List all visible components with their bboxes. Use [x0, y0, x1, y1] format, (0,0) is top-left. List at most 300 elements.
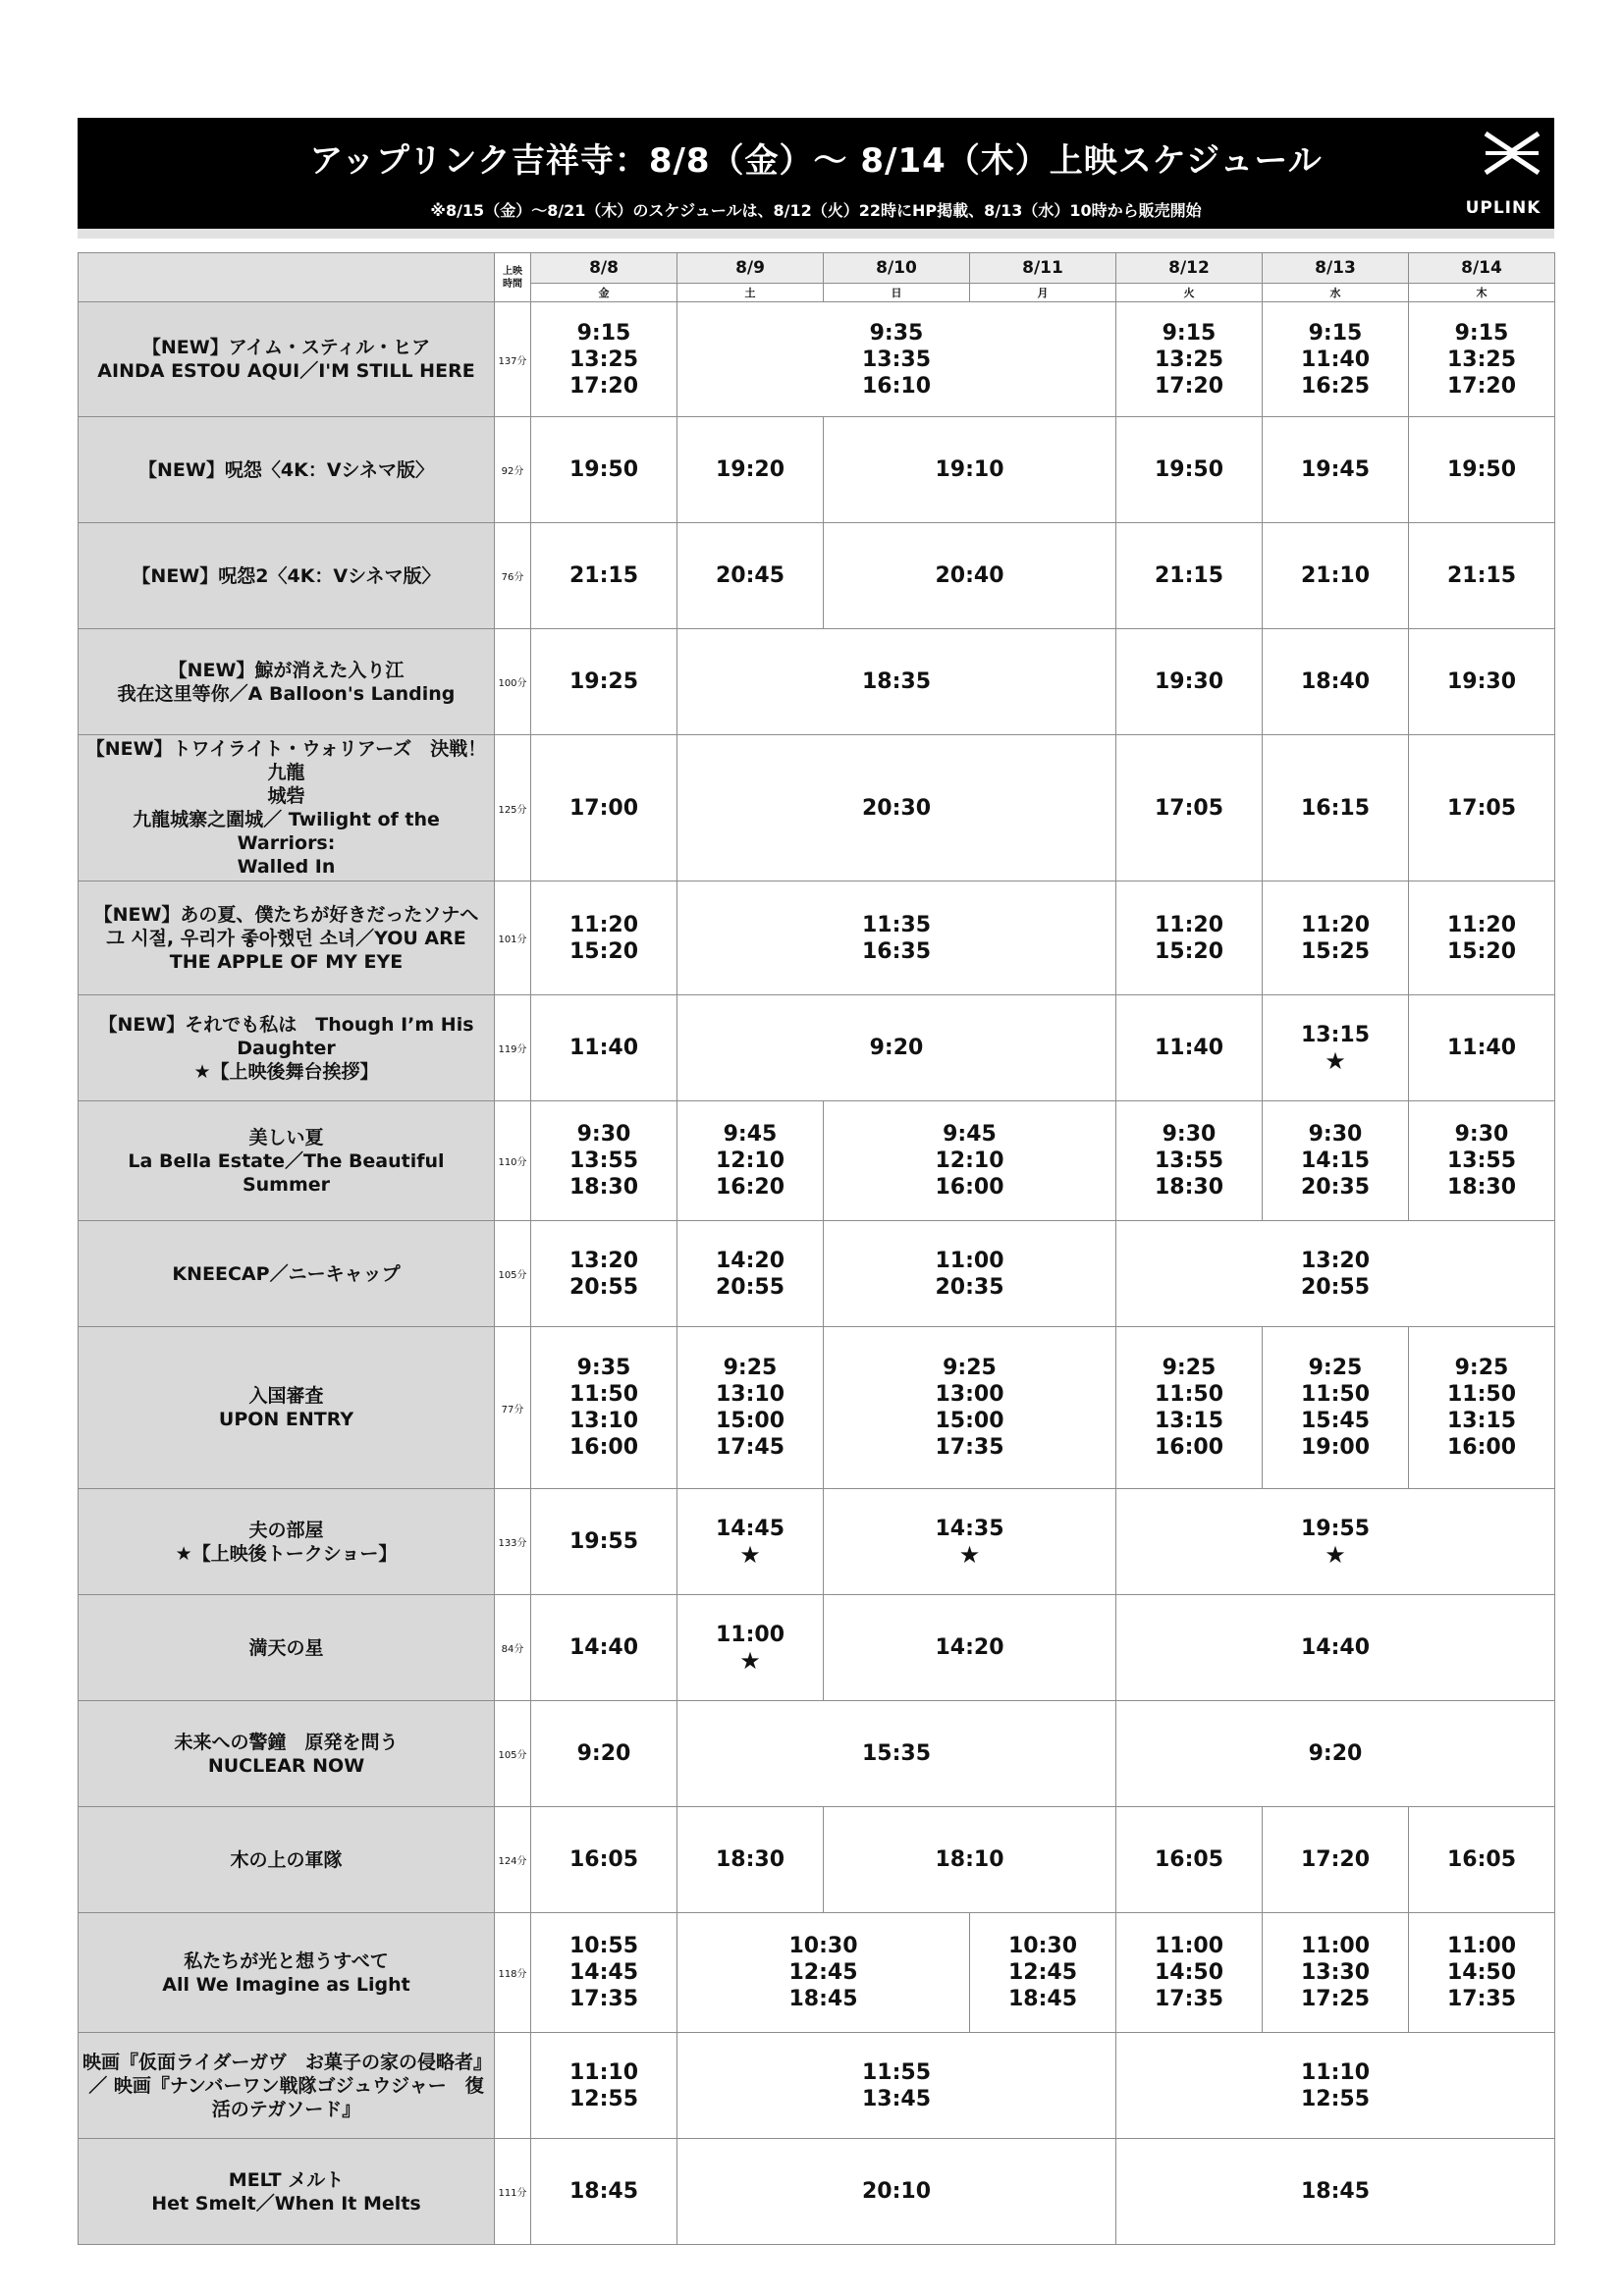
showtime: 13:55: [1446, 1148, 1517, 1173]
film-title: [79, 1913, 495, 2033]
showtime: 18:35: [861, 669, 932, 694]
film-title: [79, 1327, 495, 1489]
runtime-cell: 100分: [495, 629, 531, 735]
showtime-cell: [677, 417, 824, 523]
showtime: 13:15: [1300, 1023, 1371, 1047]
showtime-cell: [1263, 302, 1409, 417]
film-title-line: AINDA ESTOU AQUI／I'M STILL HERE: [97, 360, 475, 382]
schedule-body: [79, 302, 1555, 2245]
uplink-logo-text: UPLINK: [1465, 198, 1542, 218]
showtime-cell: [824, 1221, 1116, 1327]
showtime-cell: [1263, 1913, 1409, 2033]
event-star-icon: ★: [739, 1647, 761, 1675]
film-title-line: ★【上映後舞台挨拶】: [193, 1060, 379, 1083]
showtime: 19:50: [1446, 457, 1517, 482]
showtime: 11:40: [1446, 1036, 1517, 1060]
showtime-cell: [1409, 417, 1555, 523]
showtime: 9:25: [1308, 1356, 1363, 1380]
runtime-cell: 119分: [495, 995, 531, 1101]
film-title-line: ／ 映画『ナンバーワン戦隊ゴジュウジャー 復: [88, 2074, 484, 2097]
film-row: [79, 2139, 1555, 2245]
showtime: 18:45: [1300, 2179, 1371, 2204]
film-row: [79, 302, 1555, 417]
runtime-cell: 110分: [495, 1101, 531, 1221]
showtime-cell: [531, 1807, 677, 1913]
showtime: 17:35: [568, 1987, 639, 2011]
showtime-cell: [1409, 1327, 1555, 1489]
header-divider: [78, 229, 1554, 239]
showtime-cell: [1116, 629, 1263, 735]
film-title: [79, 417, 495, 523]
film-title-line: 【NEW】呪怨〈4K：Vシネマ版〉: [138, 458, 434, 481]
showtime: 9:30: [1308, 1122, 1363, 1147]
date-header: 8/10: [824, 253, 970, 284]
event-star-icon: ★: [958, 1541, 981, 1569]
showtime: 11:50: [1300, 1382, 1371, 1407]
showtime: 15:20: [1446, 938, 1517, 964]
film-title-line: UPON ENTRY: [218, 1409, 354, 1430]
showtime-cell: [1116, 417, 1263, 523]
film-title: [79, 1221, 495, 1327]
film-row: [79, 417, 1555, 523]
film-title-line: 九龍城寨之圍城／ Twilight of the Warriors:: [133, 809, 440, 854]
showtime: 9:15: [1308, 320, 1363, 346]
showtime: 11:50: [1154, 1382, 1224, 1407]
showtime: 9:30: [1162, 1122, 1217, 1147]
showtime: 18:30: [1154, 1175, 1224, 1200]
film-row: [79, 1101, 1555, 1221]
showtime: 20:35: [935, 1274, 1004, 1300]
showtime: 16:05: [1154, 1847, 1224, 1872]
showtime: 15:20: [1154, 938, 1224, 964]
showtime: 19:30: [1154, 669, 1224, 694]
showtime: 17:05: [1446, 795, 1517, 821]
film-title-line: 入国審査: [248, 1385, 324, 1407]
showtime: 10:55: [568, 1934, 639, 1958]
showtime-cell: [677, 1489, 824, 1595]
showtime: 14:15: [1300, 1148, 1371, 1173]
weekday-header: 月: [970, 284, 1116, 302]
film-title-line: MELT メルト: [228, 2168, 345, 2191]
weekday-header: 金: [531, 284, 677, 302]
film-row: [79, 1807, 1555, 1913]
showtime: 9:15: [1454, 320, 1509, 346]
showtime: 19:50: [568, 457, 639, 482]
showtime-cell: [531, 629, 677, 735]
weekday-header: 日: [824, 284, 970, 302]
showtime: 17:35: [935, 1435, 1004, 1460]
showtime-cell: [531, 2033, 677, 2139]
showtime: 12:55: [568, 2086, 639, 2111]
showtime: 11:00: [935, 1248, 1004, 1273]
showtime: 21:10: [1300, 563, 1371, 588]
showtime: 21:15: [568, 563, 639, 588]
showtime: 17:00: [568, 795, 639, 821]
showtime: 14:20: [715, 1248, 785, 1273]
showtime-cell: [677, 881, 1116, 995]
film-title-line: ★【上映後トークショー】: [175, 1542, 398, 1565]
film-title-line: NUCLEAR NOW: [207, 1754, 365, 1777]
showtime: 19:55: [568, 1529, 639, 1554]
film-row: [79, 1221, 1555, 1327]
showtime: 19:25: [568, 669, 639, 694]
showtime-cell: [531, 1913, 677, 2033]
showtime: 14:50: [1154, 1960, 1224, 1985]
showtime-cell: [677, 1595, 824, 1701]
showtime-cell: [677, 1807, 824, 1913]
showtime-cell: [531, 735, 677, 881]
film-title-line: 我在这里等你／A Balloon's Landing: [117, 682, 456, 705]
film-title: [79, 1807, 495, 1913]
showtime-cell: [677, 2139, 1116, 2245]
showtime: 12:55: [1300, 2086, 1371, 2111]
showtime: 16:00: [1446, 1435, 1517, 1460]
runtime-cell: 84分: [495, 1595, 531, 1701]
showtime-cell: [531, 417, 677, 523]
film-row: [79, 1489, 1555, 1595]
schedule-header: [78, 118, 1554, 229]
showtime: 11:10: [1300, 2059, 1371, 2085]
table-corner: [79, 253, 495, 302]
film-row: [79, 523, 1555, 629]
showtime: 20:45: [715, 563, 785, 588]
showtime: 16:10: [861, 373, 932, 399]
showtime-cell: [1409, 995, 1555, 1101]
showtime-cell: [1116, 1701, 1555, 1807]
showtime: 9:35: [869, 320, 924, 346]
film-title-line: 【NEW】鯨が消えた入り江: [168, 659, 405, 681]
showtime: 9:25: [1162, 1356, 1217, 1380]
film-title-line: THE APPLE OF MY EYE: [169, 950, 404, 973]
showtime-cell: [1409, 302, 1555, 417]
film-row: [79, 735, 1555, 881]
showtime: 18:45: [1007, 1987, 1078, 2011]
runtime-cell: 118分: [495, 1913, 531, 2033]
showtime-cell: [1116, 523, 1263, 629]
showtime: 11:00: [715, 1623, 785, 1647]
showtime-cell: [531, 1701, 677, 1807]
film-title-line: All We Imagine as Light: [162, 1973, 410, 1996]
showtime-cell: [531, 523, 677, 629]
showtime: 15:00: [715, 1409, 785, 1433]
showtime-cell: [677, 1913, 970, 2033]
showtime: 20:40: [935, 563, 1004, 588]
showtime: 13:20: [568, 1248, 639, 1273]
showtime: 14:20: [935, 1635, 1004, 1660]
showtime: 19:20: [715, 457, 785, 482]
showtime-cell: [1116, 2033, 1555, 2139]
film-row: [79, 1701, 1555, 1807]
showtime: 16:05: [568, 1847, 639, 1872]
showtime-cell: [1409, 629, 1555, 735]
runtime-cell: 124分: [495, 1807, 531, 1913]
showtime: 11:20: [1300, 912, 1371, 937]
showtime: 18:45: [568, 2179, 639, 2204]
showtime-cell: [677, 1701, 1116, 1807]
runtime-cell: 137分: [495, 302, 531, 417]
event-star-icon: ★: [1325, 1541, 1346, 1569]
showtime: 13:25: [1446, 347, 1517, 372]
showtime: 18:40: [1300, 669, 1371, 694]
uplink-logo-icon: [1482, 130, 1542, 177]
showtime: 20:30: [861, 795, 932, 821]
event-star-icon: ★: [1325, 1047, 1346, 1075]
showtime-cell: [1116, 1489, 1555, 1595]
showtime-cell: [677, 1221, 824, 1327]
showtime: 18:30: [715, 1847, 785, 1872]
weekday-header: 水: [1263, 284, 1409, 302]
showtime-cell: [1409, 1807, 1555, 1913]
film-title-line: 美しい夏: [248, 1126, 324, 1148]
showtime-cell: [824, 1807, 1116, 1913]
runtime-cell: 133分: [495, 1489, 531, 1595]
showtime-cell: [677, 629, 1116, 735]
showtime: 11:40: [568, 1036, 639, 1060]
showtime: 9:35: [576, 1356, 631, 1380]
showtime-cell: [1263, 1101, 1409, 1221]
film-title-line: 【NEW】それでも私は Though I’m His: [98, 1013, 474, 1036]
showtime-cell: [1116, 1595, 1555, 1701]
film-title: [79, 1101, 495, 1221]
showtime: 10:30: [1007, 1934, 1078, 1958]
runtime-cell: 105分: [495, 1221, 531, 1327]
film-title: [79, 2033, 495, 2139]
runtime-column-header: 上映 時間: [495, 253, 531, 302]
film-title-line: 【NEW】トワイライト・ウォリアーズ 決戦！九龍: [85, 738, 487, 783]
weekday-header: 木: [1409, 284, 1555, 302]
showtime: 13:35: [861, 347, 932, 372]
showtime-cell: [677, 2033, 1116, 2139]
showtime: 15:00: [935, 1409, 1004, 1433]
event-star-icon: ★: [739, 1541, 761, 1569]
showtime: 9:15: [576, 320, 631, 346]
showtime-cell: [1116, 2139, 1555, 2245]
showtime-cell: [1263, 1327, 1409, 1489]
film-row: [79, 1595, 1555, 1701]
showtime: 12:45: [1007, 1960, 1078, 1985]
film-row: [79, 2033, 1555, 2139]
showtime: 11:40: [1300, 347, 1371, 372]
showtime: 14:45: [568, 1960, 639, 1985]
showtime: 15:35: [861, 1741, 932, 1766]
showtime: 19:55: [1300, 1517, 1371, 1541]
showtime-cell: [824, 1595, 1116, 1701]
film-title: [79, 881, 495, 995]
showtime-cell: [531, 2139, 677, 2245]
showtime: 15:45: [1300, 1409, 1371, 1433]
showtime: 17:25: [1300, 1987, 1371, 2011]
showtime: 13:10: [715, 1382, 785, 1407]
runtime-cell: [495, 2033, 531, 2139]
showtime-cell: [1116, 881, 1263, 995]
showtime: 10:30: [788, 1934, 858, 1958]
showtime: 11:40: [1154, 1036, 1224, 1060]
showtime: 20:10: [861, 2179, 932, 2204]
film-title-line: KNEECAP／ニーキャップ: [172, 1262, 401, 1285]
showtime: 21:15: [1154, 563, 1224, 588]
showtime-cell: [1263, 417, 1409, 523]
showtime: 11:50: [1446, 1382, 1517, 1407]
showtime-cell: [531, 1221, 677, 1327]
showtime: 13:15: [1446, 1409, 1517, 1433]
film-row: [79, 881, 1555, 995]
showtime-cell: [1409, 1101, 1555, 1221]
film-title-line: 【NEW】アイム・スティル・ヒア: [141, 337, 431, 358]
showtime-cell: [531, 1489, 677, 1595]
showtime-cell: [824, 523, 1116, 629]
film-title: [79, 1595, 495, 1701]
showtime: 11:50: [568, 1382, 639, 1407]
showtime: 18:45: [788, 1987, 858, 2011]
showtime: 11:20: [1446, 912, 1517, 937]
showtime: 13:55: [1154, 1148, 1224, 1173]
date-header-row: [79, 253, 1555, 284]
showtime: 16:35: [861, 938, 932, 964]
showtime-cell: [1409, 735, 1555, 881]
showtime: 12:10: [935, 1148, 1004, 1173]
runtime-cell: 101分: [495, 881, 531, 995]
showtime: 9:25: [943, 1356, 997, 1380]
film-title: [79, 1701, 495, 1807]
showtime-cell: [677, 523, 824, 629]
showtime: 15:25: [1300, 938, 1371, 964]
film-title-line: 木の上の軍隊: [230, 1848, 343, 1871]
showtime-cell: [1409, 881, 1555, 995]
showtime: 16:25: [1300, 373, 1371, 399]
showtime: 14:40: [1300, 1635, 1371, 1660]
runtime-cell: 111分: [495, 2139, 531, 2245]
showtime-cell: [1263, 629, 1409, 735]
showtime: 9:25: [723, 1356, 778, 1380]
film-title-line: 【NEW】呪怨2〈4K：Vシネマ版〉: [132, 564, 441, 587]
showtime-cell: [677, 1101, 824, 1221]
showtime: 13:30: [1300, 1960, 1371, 1985]
showtime: 14:45: [715, 1517, 785, 1541]
page-title: アップリンク吉祥寺：8/8（金）～ 8/14（木）上映スケジュール: [309, 141, 1323, 181]
showtime: 9:30: [1454, 1122, 1509, 1147]
film-title: [79, 735, 495, 881]
film-title-line: 未来への警鐘 原発を問う: [174, 1731, 399, 1753]
runtime-cell: 76分: [495, 523, 531, 629]
film-title: [79, 995, 495, 1101]
film-row: [79, 1327, 1555, 1489]
showtime: 17:35: [1154, 1987, 1224, 2011]
film-row: [79, 629, 1555, 735]
date-header: 8/11: [970, 253, 1116, 284]
showtime: 13:20: [1300, 1248, 1371, 1273]
showtime-cell: [531, 302, 677, 417]
showtime-cell: [1263, 735, 1409, 881]
showtime-cell: [677, 302, 1116, 417]
showtime-cell: [1409, 523, 1555, 629]
showtime: 9:20: [1308, 1741, 1363, 1766]
showtime-cell: [970, 1913, 1116, 2033]
showtime: 9:25: [1454, 1356, 1509, 1380]
showtime: 12:45: [788, 1960, 858, 1985]
film-title: [79, 302, 495, 417]
showtime-cell: [1116, 735, 1263, 881]
showtime: 16:05: [1446, 1847, 1517, 1872]
showtime-cell: [824, 417, 1116, 523]
showtime: 9:20: [576, 1741, 631, 1766]
film-title-line: 映画『仮面ライダーガヴ お菓子の家の侵略者』: [82, 2051, 493, 2073]
runtime-cell: 105分: [495, 1701, 531, 1807]
film-title-line: 城砦: [267, 785, 305, 807]
showtime: 13:45: [861, 2086, 932, 2111]
runtime-cell: 77分: [495, 1327, 531, 1489]
film-title: [79, 629, 495, 735]
showtime-cell: [1263, 881, 1409, 995]
showtime-cell: [531, 995, 677, 1101]
showtime-cell: [1263, 523, 1409, 629]
showtime: 19:00: [1300, 1435, 1371, 1460]
showtime: 11:20: [1154, 912, 1224, 937]
showtime-cell: [824, 1327, 1116, 1489]
film-title-line: 그 시절, 우리가 좋아했던 소녀／YOU ARE: [106, 927, 466, 949]
showtime: 20:35: [1300, 1175, 1371, 1200]
showtime: 11:55: [861, 2059, 932, 2085]
showtime: 11:10: [568, 2059, 639, 2085]
date-header: 8/13: [1263, 253, 1409, 284]
film-title: [79, 523, 495, 629]
showtime: 9:20: [869, 1036, 924, 1060]
showtime: 20:55: [568, 1274, 639, 1300]
showtime-cell: [1116, 995, 1263, 1101]
film-title-line: Daughter: [237, 1037, 336, 1059]
showtime: 12:10: [715, 1148, 785, 1173]
showtime: 14:40: [568, 1635, 639, 1660]
showtime: 14:50: [1446, 1960, 1517, 1985]
showtime-cell: [1116, 1221, 1555, 1327]
showtime-cell: [1263, 1807, 1409, 1913]
showtime: 21:15: [1446, 563, 1517, 588]
showtime: 19:45: [1300, 457, 1371, 482]
showtime-cell: [531, 1327, 677, 1489]
film-title-line: 活のテガソード』: [211, 2098, 361, 2120]
showtime: 19:30: [1446, 669, 1517, 694]
showtime: 17:20: [1446, 373, 1517, 399]
showtime: 20:55: [715, 1274, 785, 1300]
showtime: 13:55: [568, 1148, 639, 1173]
showtime: 13:25: [568, 347, 639, 372]
showtime: 11:00: [1300, 1934, 1371, 1958]
film-title-line: 夫の部屋: [248, 1519, 324, 1541]
showtime-cell: [824, 1101, 1116, 1221]
film-title: [79, 2139, 495, 2245]
showtime-cell: [1116, 302, 1263, 417]
showtime: 16:00: [935, 1175, 1004, 1200]
showtime: 19:50: [1154, 457, 1224, 482]
showtime: 16:00: [568, 1435, 639, 1460]
showtime-cell: [677, 995, 1116, 1101]
showtime-cell: [531, 1595, 677, 1701]
showtime: 13:10: [568, 1409, 639, 1433]
showtime: 11:00: [1446, 1934, 1517, 1958]
showtime: 9:45: [723, 1122, 778, 1147]
showtime-cell: [1116, 1101, 1263, 1221]
date-header: 8/12: [1116, 253, 1263, 284]
showtime: 13:00: [935, 1382, 1004, 1407]
showtime: 17:20: [568, 373, 639, 399]
film-title-line: Walled In: [237, 856, 336, 878]
date-header: 8/14: [1409, 253, 1555, 284]
showtime: 17:20: [1300, 1847, 1371, 1872]
showtime: 16:00: [1154, 1435, 1224, 1460]
showtime-cell: [531, 1101, 677, 1221]
film-title-line: 満天の星: [248, 1636, 324, 1659]
showtime: 9:15: [1162, 320, 1217, 346]
showtime: 11:00: [1154, 1934, 1224, 1958]
